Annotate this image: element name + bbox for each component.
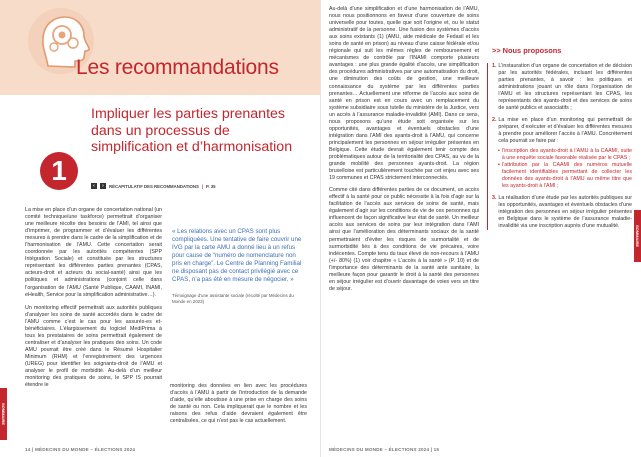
recommendation-title: Impliquer les parties prenantes dans un processus de simplification et d’harmonisation [91, 106, 293, 156]
proposal-text: La réalisation d’une étude par les autorités publiques sur les opportunités, avantages et éventuels obstacles d’une intégration des personnes en séjour irrégulier présentes en Belgique dans le système de l’assurance maladie-invalidité via une inscription auprès d’une mutualité. [498, 194, 632, 229]
proposal-number: 2. [492, 117, 497, 124]
testimony-quote [172, 228, 304, 305]
left-page [0, 0, 320, 457]
monitoring-tail [170, 383, 307, 425]
recap-page: P. 35 [206, 183, 216, 189]
side-tab-right[interactable]: SOMMAIRE [634, 210, 641, 262]
monitoring-paragraph: Un monitoring effectif permettrait aux autorités publiques d’analyser les soins de santé accordés dans le cadre de l’AMU comme c’est le cas pour les assurés-es et-bénéficiaires. L’élargissement du logiciel MediPrima à tous les prestataires de soins permettrait également de centraliser et d’analyser les pratiques des soins. Un code AMU pourrait être créé dans le Résumé Hospitalier Minimum (RHM) et l’enregistrement des urgences (UREG) pour identifier les soignants-droit de l’AMU et analyser le profil de morbidité. Au-delà d’un meilleur monitoring des pratiques de soins, le SPP IS pourrait étendre le [25, 304, 162, 389]
proposal-number: 3. [492, 194, 497, 201]
sub-bullet-text: l’inscription des ayants-droit à l’AMU à la CAAMI, suite à une enquête sociale favorable réalisée par le CPAS ; [501, 147, 632, 161]
bullet-marker: ▪ [498, 147, 500, 154]
right-footer: MÉDECINS DU MONDE – ÉLECTIONS 2024 | 15 [329, 447, 440, 452]
recap-link[interactable] [91, 183, 216, 189]
proposal-item [492, 117, 632, 145]
chevron-right-icon: › [100, 183, 106, 189]
recommendation-number: 1 [51, 155, 67, 186]
sub-bullet [498, 148, 632, 162]
universal-coverage-paragraph: Au-delà d’une simplification et d’une harmonisation de l’AMU, nous nous positionnons en faveur d’une couverture de soins universelle pour toutes, quelle que soit l’origine et, ou le statut administratif de la personne. Une fusion des systèmes d’accès aux soins existants (1) (AMU, aide médicale de Fedasil et les soins de santé en prison) au niveau d’une caisse fédérale et/ou régionale qui suit les mêmes règles de remboursement et mécanismes de contrôle par l’INAMI comporte plusieurs avantages : une plus grande égalité d’accès, une simplification des procédures administratives par une automatisation du droit, une diminution des coûts de gestion, une meilleure connaissance du système par les différentes parties prenantes… Actuellement une réforme de l’accès aux soins de santé en prison est en cours avec un remplacement du système subsidiaire sous tutelle du ministère de la Justice, vers un accès à l’assurance maladie-invalidité (AMI). Dans ce sens, nous proposons qu’une étude soit organisée sur les opportunités, avantages et éventuels obstacles d’une intégration dans l’AMI des ayants-droit à l’AMU, qui concerne principalement les personnes en séjour irrégulier présentes en Belgique. Cette étude devrait également tenir compte des problématiques autour de la territorialité des CPAS, au vu de la grande mobilité des personnes ayants-droit. La région bruxelloise est particulièrement touchée par cet enjeu avec ses 19 communes et CPAS strictement interconnectés. [329, 6, 479, 182]
proposal-item [492, 63, 632, 112]
intro-paragraph: La mise en place d’un organe de concertation national (un comité technique/une taskforce) permettrait d’organiser une meilleure récolte des besoins de l’AMI, tel ainsi que d’imprimer, de programmer et d’évaluer les différentes mesures à prendre dans le cadre de la simplification et de l’harmonisation de l’AMU. Cette concertation serait coordonnée par les autorités compétentes (SPP Intégration Sociale) et constituée par les structures représentant les différentes parties prenantes (CPAS, acteurs-droit et acteurs du social-santé) ainsi que les politiques et administrations (conjoint celle dans l’organisation de l’AMU (Santé Publique, CAAMI, INAMI, eHealth, Service pour la simplification administrative…). [25, 207, 162, 298]
left-footer: 14 | MÉDECINS DU MONDE – ÉLECTIONS 2024 [25, 447, 136, 452]
intro-column [25, 207, 162, 389]
proposals-box [487, 46, 632, 230]
recommendation-number-badge [40, 152, 78, 190]
proposal-item [492, 195, 632, 230]
proposal-text: L’instauration d’un organe de concertation et de décision par les autorités fédérales, incluant les différentes parties prenantes, à savoir : les politiques et administrations jouant un rôle dans l’organisation de l’AMU et les structures représentant les CPAS, les représentants des ayants-droit et des services de soins de santé publics et associatifs ; [498, 63, 632, 112]
sub-bullet [498, 162, 632, 190]
social-determinants-paragraph: Comme cité dans différentes parties de ce document, un accès effectif à la santé pour ce public nécessite à la fois d’agir sur la facilitation de l’accès aux services de soins de santé, mais également d’agir sur les conditions de vie de ces personnes qui influencent de façon significative leur état de santé. Un meilleur accès aux services de soins par leur intégration dans l’AMI ainsi que l’amélioration des déterminants sociaux de la santé permettraient d’éviter les risques de surmortalité et de surmorbidité liés à des conditions de vie précaires, voire indécentes. Compte tenu du taux élevé de non-recours à l’AMU (+/- 80%) (1) voir chapitre « L’accès à la santé » (P. 10) et de l’importance des déterminants de la santé ante sanitaire, la meilleure façon pour garantir le droit à la santé des personnes en séjour irrégulier est d’ouvrir davantage de voies vers un titre de séjour. [329, 187, 479, 292]
proposal-text: La mise en place d’un monitoring qui permettrait de préparer, d’exécuter et d’évaluer les différentes mesures à prendre pour améliorer l’accès à l’AMU. Concrètement cela pourrait se faire par : [498, 117, 632, 145]
recap-label: RÉCAPITULATIF DES RECOMMANDATIONS [109, 183, 199, 189]
quote-text: « Les relations avec un CPAS sont plus compliquées. Une tentative de faire couvrir une IVG par la carte AMU a donné lieu à un refus pour cause de “numéro de nomenclature non pris en charge”. Le Centre de Planning Familial ne disposant pas de contact privilégié avec ce CPAS, n’a pas été en mesure de négocier. » [172, 228, 302, 284]
quote-source: Témoignage d’une assistante sociale (récolté par Médecins du Monde en 2023) [172, 293, 294, 305]
section-title: Les recommandations [76, 56, 279, 79]
right-page [321, 0, 641, 457]
recap-separator: | [201, 183, 204, 189]
proposal-number: 1. [492, 63, 497, 69]
right-column-1 [329, 6, 479, 293]
side-tab-left[interactable]: SOMMAIRE [0, 388, 7, 440]
chevron-left-icon: ‹ [91, 183, 97, 189]
monitoring-continued: monitoring des données en lien avec les procédures d’accès à l’AMU à partir de l’introduction de la demande d’aide, qu’elle aboutisse à une prise en charge des soins de santé ou non. Cela impliquerait que le nombre et les raisons des refus d’aide devraient également être centralisées, ce qui n’est pas le cas actuellement. [170, 383, 307, 425]
proposals-heading: >> Nous proposons [492, 46, 562, 55]
sub-bullet-text: l’attribution par la CAAMI des numéros mutuelle facilement identifiables permettant de collecter les données des ayants-droit à l’AMU au même titre que les ayants-droit à l’AMI ; [501, 161, 632, 189]
bullet-marker: ▪ [498, 161, 500, 168]
